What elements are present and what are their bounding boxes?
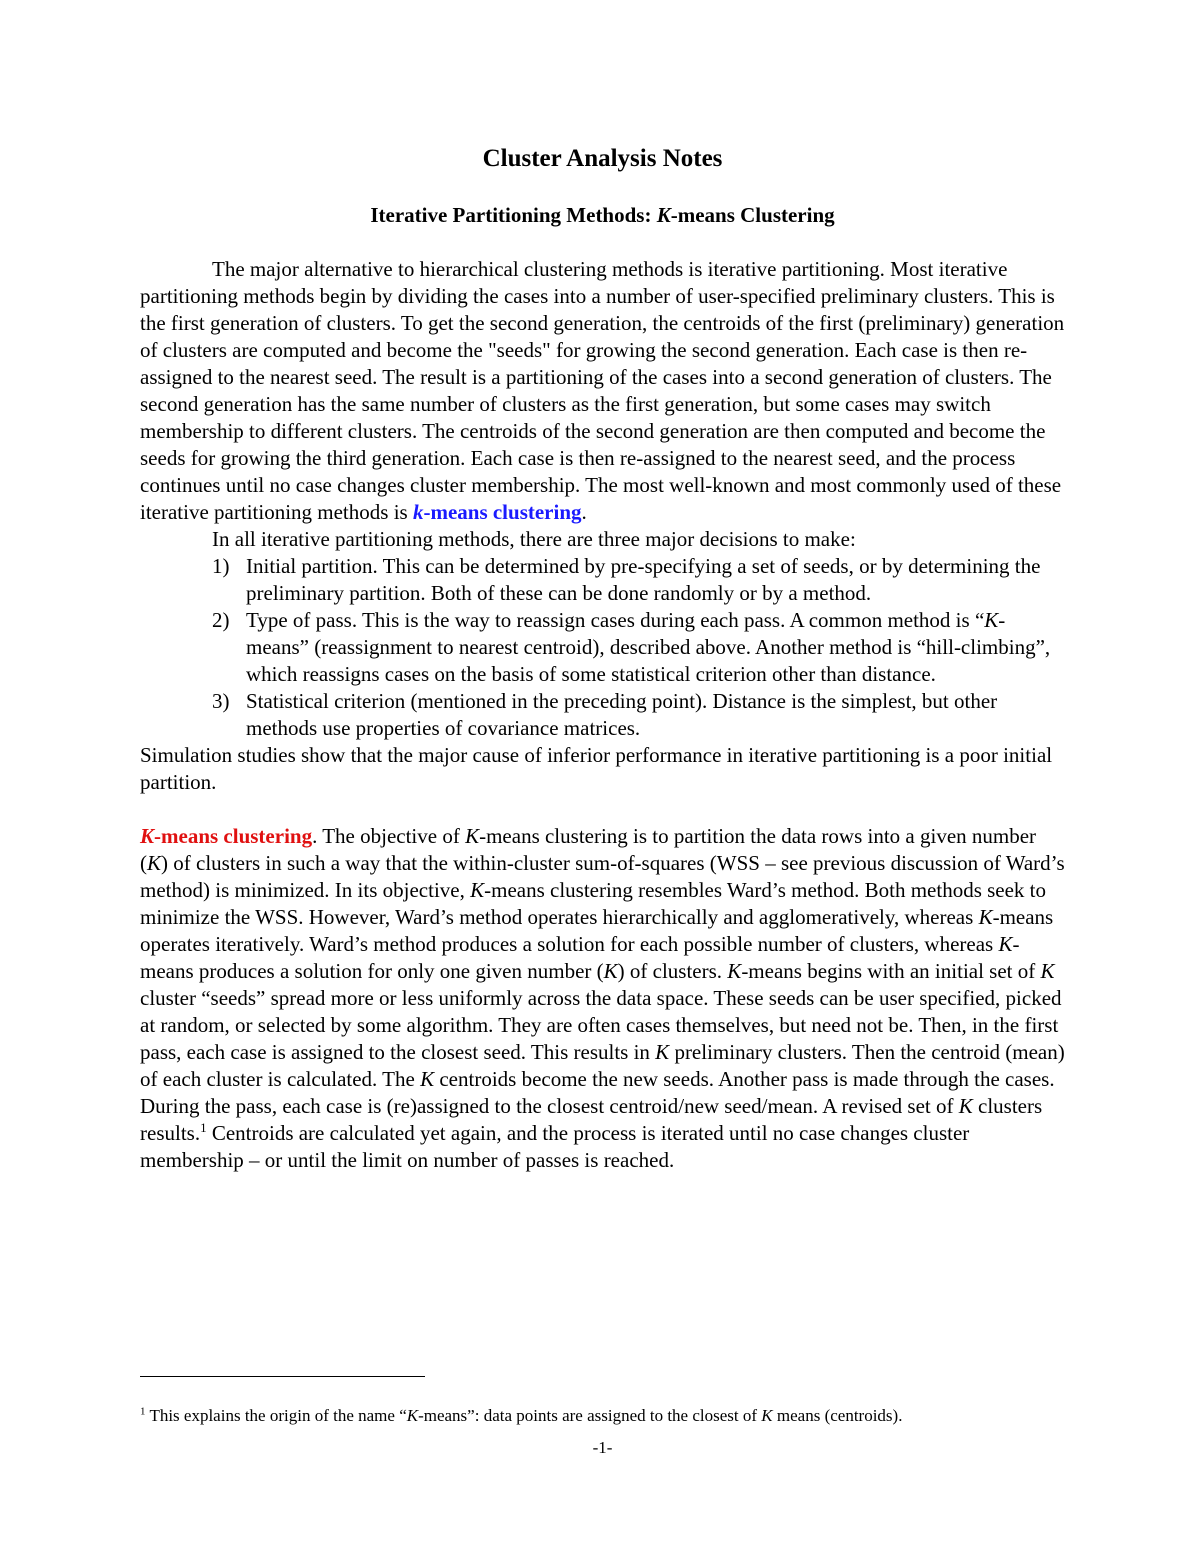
kmeans-text: cluster “seeds” spread more or less uniformly across the data space. These seeds can be user specified, picked at random, or selected by some algorithm. They are often cases themselves, but need not be. Then, in the first pass, each case is assigned to the closest seed. This results in (140, 986, 1062, 1064)
k-symbol: K (1040, 959, 1055, 983)
document-body (140, 256, 1065, 1174)
page-number: -1- (592, 1438, 613, 1457)
kmeans-term-k: k (412, 500, 424, 524)
kmeans-text: -means clustering resembles Ward’s method. Both methods seek to minimize the WSS. However, Ward’s method operates hierarchically and agglomeratively, whereas (140, 878, 1047, 929)
list-item (140, 553, 1065, 607)
list-text-part: Type of pass. This is the way to reassign cases during each pass. A common method is “ (246, 608, 985, 632)
kmeans-heading-k: K (140, 824, 155, 848)
intro-paragraph (140, 256, 1065, 526)
k-symbol: K (147, 851, 162, 875)
footnote-mark: 1 (140, 1405, 146, 1418)
list-text: Initial partition. This can be determined by pre-specifying a set of seeds, or by determining the preliminary partition. Both of these can be done randomly or by a method. (246, 554, 1041, 605)
footnote-text: This explains the origin of the name “ (145, 1406, 407, 1425)
simulation-paragraph: Simulation studies show that the major cause of inferior performance in iterative partitioning is a poor initial partition. (140, 743, 1053, 794)
k-symbol: K (406, 1406, 419, 1425)
decisions-intro: In all iterative partitioning methods, there are three major decisions to make: (212, 527, 856, 551)
footnote-text: -means”: data points are assigned to the closest of (418, 1406, 762, 1425)
kmeans-text: ) of clusters. (617, 959, 728, 983)
kmeans-text: Centroids are calculated yet again, and the process is iterated until no case changes cluster membership – or until the limit on number of passes is reached. (140, 1121, 970, 1172)
list-text (246, 608, 1050, 686)
k-symbol: K (958, 1094, 973, 1118)
k-symbol: K (420, 1067, 435, 1091)
list-number: 3) (212, 689, 230, 713)
section-title-suffix: -means Clustering (670, 203, 835, 227)
kmeans-text: -means begins with an initial set of (741, 959, 1041, 983)
footnote (140, 1405, 1065, 1427)
kmeans-text: clusters results. (140, 1094, 1043, 1145)
intro-end: . (581, 500, 587, 524)
list-number: 1) (212, 554, 230, 578)
footnote-text: means (centroids). (772, 1406, 903, 1425)
kmeans-text: . The objective of (312, 824, 466, 848)
section-title-prefix: Iterative Partitioning Methods: (370, 203, 657, 227)
k-symbol: K (655, 1040, 670, 1064)
list-number: 2) (212, 608, 230, 632)
intro-text: The major alternative to hierarchical clustering methods is iterative partitioning. Most iterative partitioning methods begin by dividing the cases into a number of user-specified preliminary clusters. This is the first generation of clusters. To get the second generation, the centroids of the first (preliminary) generation of clusters are computed and become the "seeds" for growing the second generation. Each case is then re-assigned to the nearest seed. The result is a partitioning of the cases into a second generation of clusters. The second generation has the same number of clusters as the first generation, but some cases may switch membership to different clusters. The centroids of the second generation are then computed and become the seeds for growing the third generation. Each case is then re-assigned to the nearest seed, and the process continues until no case changes cluster membership. The most well-known and most commonly used of these iterative partitioning methods is (140, 257, 1065, 524)
kmeans-text: -means clustering is to partition the data rows into a given number ( (140, 824, 1037, 875)
k-symbol: K (978, 905, 993, 929)
footnote-separator (140, 1376, 425, 1377)
decisions-list (140, 553, 1065, 742)
kmeans-heading-rest: -means clustering (154, 824, 313, 848)
k-symbol: K (761, 1406, 773, 1425)
document-title: Cluster Analysis Notes (482, 145, 723, 172)
k-symbol: K (470, 878, 485, 902)
section-title (140, 200, 1065, 230)
k-symbol: K (727, 959, 742, 983)
list-text-k: K (984, 608, 999, 632)
k-symbol: K (465, 824, 480, 848)
list-text-part: -means” (reassignment to nearest centroid), described above. Another method is “hill-climbing”, which reassigns cases on the basis of some statistical criterion other than distance. (246, 608, 1051, 686)
kmeans-text: preliminary clusters. Then the centroid (mean) of each cluster is calculated. The (140, 1040, 1065, 1091)
kmeans-term-rest: -means clustering (423, 500, 582, 524)
list-text: Statistical criterion (mentioned in the preceding point). Distance is the simplest, but other methods use properties of covariance matrices. (246, 689, 998, 740)
kmeans-paragraph (140, 823, 1065, 1174)
footnote-reference[interactable]: 1 (200, 1120, 207, 1135)
kmeans-text: centroids become the new seeds. Another pass is made through the cases. During the pass, each case is (re)assigned to the closest centroid/new seed/mean. A revised set of (140, 1067, 1055, 1118)
section-title-k: K (656, 203, 671, 227)
kmeans-text: -means operates iteratively. Ward’s method produces a solution for each possible number of clusters, whereas (140, 905, 1054, 956)
kmeans-text: -means produces a solution for only one given number ( (140, 932, 1020, 983)
k-symbol: K (603, 959, 618, 983)
k-symbol: K (998, 932, 1013, 956)
kmeans-text: ) of clusters in such a way that the within-cluster sum-of-squares (WSS – see previous discussion of Ward’s method) is minimized. In its objective, (140, 851, 1065, 902)
kmeans-heading-red (140, 824, 312, 848)
spacer (140, 796, 1065, 823)
list-item (140, 688, 1065, 742)
list-item (140, 607, 1065, 688)
kmeans-term-blue (413, 500, 582, 524)
document-page (140, 0, 1065, 1553)
